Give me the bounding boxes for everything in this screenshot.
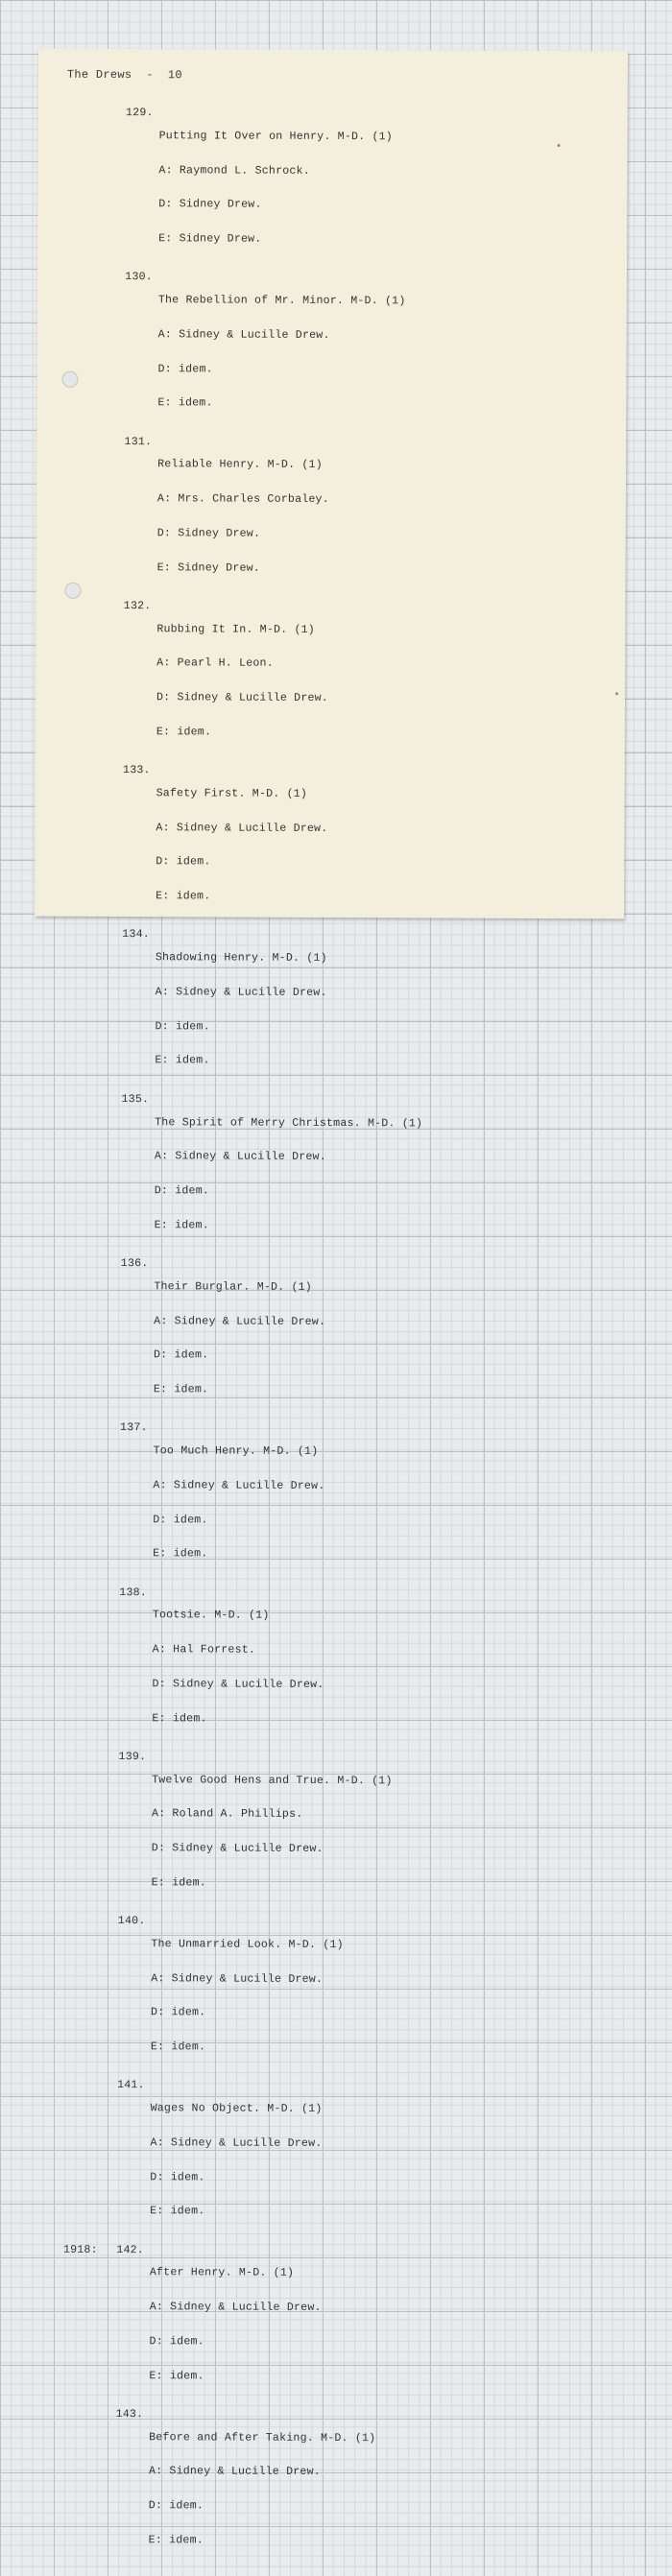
entry-year	[62, 2409, 108, 2569]
entry-editor: E: idem.	[155, 1054, 210, 1067]
entry-director: D: Sidney Drew.	[158, 198, 262, 211]
entry-body	[154, 1094, 422, 1255]
list-item	[67, 1093, 606, 1255]
list-item	[68, 929, 607, 1091]
entry-body	[155, 930, 327, 1090]
entry-number: 132.	[123, 599, 152, 613]
entry-author: A: Sidney & Lucille Drew.	[150, 2136, 323, 2150]
entry-year	[70, 601, 115, 761]
entry-body	[149, 2409, 376, 2570]
entry-author: A: Sidney & Lucille Drew.	[155, 986, 327, 999]
entry-director: D: idem.	[155, 1019, 210, 1034]
entry-title: Wages No Object. M-D. (1)	[150, 2102, 323, 2116]
entry-author: A: Roland A. Phillips.	[151, 1807, 303, 1822]
entry-director: D: idem.	[156, 855, 211, 869]
entry-year	[66, 1422, 111, 1583]
entry-director: D: idem.	[154, 1184, 210, 1198]
entry-editor: E: idem.	[148, 2534, 204, 2547]
entry-director: D: idem.	[154, 1348, 209, 1362]
entry-title: Tootsie. M-D. (1)	[152, 1609, 270, 1623]
list-item	[70, 601, 609, 763]
list-item	[64, 1916, 603, 2078]
entry-body	[156, 437, 329, 597]
list-item	[65, 1752, 604, 1914]
entry-number: 140.	[117, 1915, 146, 1928]
entry-title: Safety First. M-D. (1)	[156, 787, 308, 800]
entry-editor: E: idem.	[156, 726, 212, 739]
entry-editor: E: idem.	[151, 1875, 206, 1890]
typed-page	[35, 49, 628, 2547]
entry-year	[67, 1258, 112, 1419]
entry-director: D: Sidney & Lucille Drew.	[156, 691, 328, 705]
entry-year	[64, 1916, 109, 2076]
entry-title: Putting It Over on Henry. M-D. (1)	[158, 130, 393, 144]
entry-author: A: Raymond L. Schrock.	[158, 163, 310, 178]
entry-year	[70, 436, 115, 596]
entry-title: The Rebellion of Mr. Minor. M-D. (1)	[157, 294, 406, 308]
entry-body	[152, 1587, 324, 1748]
entry-title: Reliable Henry. M-D. (1)	[157, 458, 323, 472]
list-item	[63, 2080, 602, 2242]
list-item	[62, 2244, 601, 2406]
entry-body	[149, 2245, 322, 2405]
entry-editor: E: idem.	[154, 1218, 209, 1232]
entry-number: 133.	[123, 764, 151, 777]
entry-body	[153, 1422, 325, 1583]
entry-year	[65, 1586, 110, 1747]
entry-body	[150, 2081, 323, 2241]
list-item	[66, 1422, 605, 1585]
list-item	[70, 436, 609, 598]
entry-title: After Henry. M-D. (1)	[149, 2266, 295, 2280]
entry-year	[67, 1093, 112, 1253]
entry-number: 141.	[117, 2079, 145, 2092]
entry-author: A: Hal Forrest.	[152, 1643, 256, 1657]
entry-number: 130.	[125, 271, 153, 284]
entry-title: Rubbing It In. M-D. (1)	[156, 622, 315, 636]
entry-editor: E: idem.	[157, 396, 213, 410]
entry-year	[72, 107, 117, 268]
entry-title: Twelve Good Hens and True. M-D. (1)	[152, 1773, 393, 1787]
entry-director: D: idem.	[153, 1513, 208, 1526]
entry-director: D: Sidney & Lucille Drew.	[151, 1842, 324, 1856]
list-item	[62, 2409, 601, 2571]
entry-title: Shadowing Henry. M-D. (1)	[155, 951, 327, 966]
entry-body	[158, 107, 393, 269]
entry-number: 135.	[121, 1092, 150, 1106]
entry-year	[69, 765, 114, 925]
entry-body	[151, 1916, 344, 2077]
entry-director: D: idem.	[148, 2499, 204, 2513]
filmography-list	[61, 107, 610, 2576]
entry-author: A: Pearl H. Leon.	[156, 656, 274, 671]
list-item	[71, 272, 610, 434]
list-item	[65, 1586, 604, 1749]
entry-author: A: Sidney & Lucille Drew.	[156, 821, 328, 835]
entry-number: 138.	[119, 1586, 147, 1599]
page-header: The Drews - 10	[66, 67, 182, 83]
entry-year	[65, 1752, 110, 1912]
entry-year	[63, 2080, 108, 2240]
entry-number: 131.	[124, 435, 153, 448]
entry-title: Too Much Henry. M-D. (1)	[153, 1444, 319, 1459]
entry-director: D: idem.	[151, 2006, 206, 2019]
entry-number: 137.	[120, 1421, 148, 1435]
entry-director: D: idem.	[157, 362, 213, 375]
entry-author: A: Sidney & Lucille Drew.	[154, 1314, 326, 1328]
entry-year	[68, 929, 113, 1089]
entry-author: A: Sidney & Lucille Drew.	[151, 1971, 324, 1986]
entry-number: 143.	[115, 2407, 144, 2421]
entry-number: 142.	[116, 2243, 144, 2256]
entry-body	[157, 272, 405, 433]
entry-body	[156, 601, 329, 761]
entry-director: D: Sidney & Lucille Drew.	[152, 1677, 324, 1691]
entry-author: A: Sidney & Lucille Drew.	[149, 2301, 322, 2315]
entry-year: 1918:	[62, 2243, 98, 2256]
list-item	[72, 107, 611, 270]
entry-number: 139.	[118, 1750, 147, 1763]
entry-director: D: idem.	[150, 2170, 205, 2184]
entry-year	[71, 272, 116, 432]
entry-title: The Unmarried Look. M-D. (1)	[151, 1938, 344, 1951]
entry-editor: E: Sidney Drew.	[156, 561, 261, 575]
entry-title: Before and After Taking. M-D. (1)	[149, 2430, 376, 2445]
entry-editor: E: Sidney Drew.	[158, 232, 262, 246]
entry-author: A: Sidney & Lucille Drew.	[154, 1150, 326, 1164]
list-item	[69, 765, 608, 927]
entry-editor: E: idem.	[150, 2205, 205, 2218]
entry-body	[156, 765, 328, 925]
entry-editor: E: idem.	[153, 1383, 209, 1396]
entry-author: A: Sidney & Lucille Drew.	[148, 2465, 321, 2479]
entry-director: D: Sidney Drew.	[156, 527, 261, 540]
entry-body	[152, 1752, 393, 1913]
entry-director: D: idem.	[149, 2335, 204, 2349]
list-item	[67, 1258, 606, 1420]
paper-speck	[615, 692, 618, 695]
entry-editor: E: idem.	[150, 2040, 206, 2054]
entry-number: 136.	[120, 1257, 149, 1271]
entry-author: A: Sidney & Lucille Drew.	[153, 1478, 325, 1492]
entry-title: The Spirit of Merry Christmas. M-D. (1)	[155, 1115, 423, 1130]
entry-title: Their Burglar. M-D. (1)	[154, 1279, 313, 1294]
entry-number: 129.	[126, 107, 154, 120]
entry-editor: E: idem.	[152, 1711, 207, 1725]
entry-body	[154, 1258, 326, 1419]
entry-number: 134.	[122, 928, 150, 942]
entry-author: A: Sidney & Lucille Drew.	[157, 328, 330, 342]
entry-author: A: Mrs. Charles Corbaley.	[156, 492, 329, 507]
entry-editor: E: idem.	[153, 1547, 208, 1561]
entry-editor: E: idem.	[149, 2369, 204, 2383]
entry-editor: E: idem.	[156, 890, 211, 903]
